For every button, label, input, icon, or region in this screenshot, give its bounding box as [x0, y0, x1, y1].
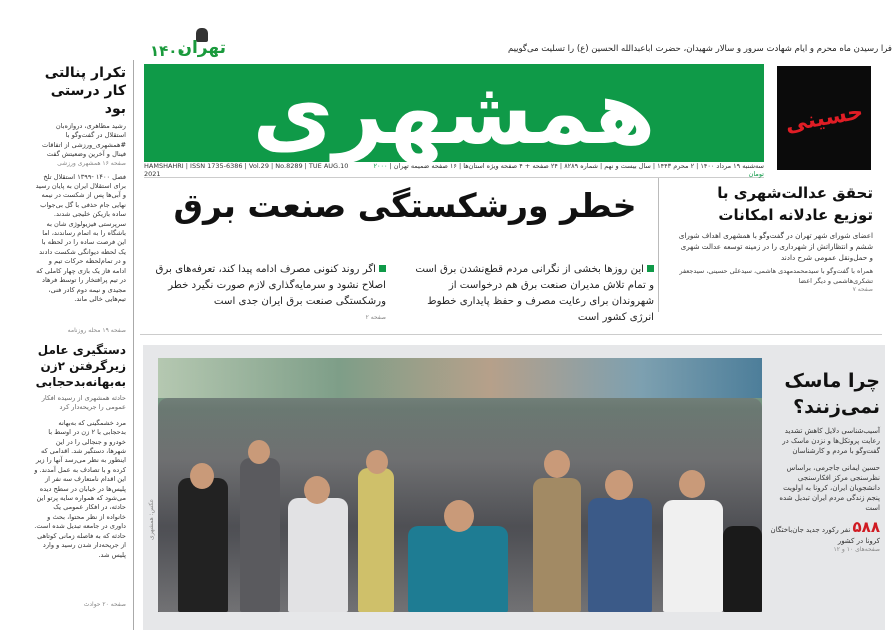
incident-story — [34, 342, 126, 608]
sub-story-left-page: صفحه ۲ — [365, 314, 386, 321]
justice-page-note: صفحه ۷ — [852, 286, 873, 293]
incident-lead: حادثه همشهری از رسیده افکار عمومی را جریحه‌دار کرد — [41, 394, 126, 412]
crowd-photo — [158, 358, 762, 612]
sub-story-right — [408, 262, 654, 326]
person-head — [444, 500, 474, 532]
sports-headline: تکرار پنالتی کار درستی بود — [44, 65, 126, 117]
justice-headline: تحقق عدالت‌شهری با توزیع عادلانه امکانات — [717, 184, 873, 224]
main-headline: خطر ورشکستگی صنعت برق — [173, 186, 637, 225]
photo-credit: عکس: همشهری — [148, 498, 155, 540]
incident-page-note: صفحه ۲۰ حوادث — [83, 600, 126, 608]
sports-lead: رشید مظاهری، دروازه‌بان استقلال در گفت‌وگو با #همشهری_ورزشی از اتفاقات فینال و آخرین وضعیتش گفت — [42, 122, 126, 159]
mask-headline: چرا ماسک نمی‌زنند؟ — [784, 370, 880, 418]
tehran-logo-year: ۱۴۰۰ — [150, 42, 187, 60]
issue-info-bar — [144, 163, 764, 178]
death-count-label: نفر رکورد جدید جان‌باختگان کرونا در کشور — [770, 525, 880, 545]
hosseini-logo — [777, 66, 871, 170]
incident-body: مرد خشمگینی که به‌بهانه بدحجابی با ۲ زن در اوسط با خودرو و جنجالی را در این شهرها، دستگیر شد. اقدامی که اینطور به نظر می‌رسد آنها را زیر کرده و با تصادف به عمل آمدند. و این اقدام نامتعارف سه نفر از پلیس‌ها در خیابان در سطح دیده می‌شود که همواره سایه پرتو این حادثه، در افکار عمومی یک خانواده از نظر محتوا، بحث و داوری در جامعه تبدیل شده است. حادثه که به فاصله زمانی کوتاهی از جریحه‌دار شدن رسید و وارد پلیس شد. — [34, 418, 126, 559]
person-head — [544, 450, 570, 478]
person — [663, 500, 723, 612]
price: ۲۰۰۰ تومان — [373, 162, 764, 178]
sports-page-note: صفحه ۱۶ همشهری ورزشی — [57, 159, 126, 167]
person-head — [605, 470, 633, 500]
issue-info-text: سه‌شنبه ۱۹ مرداد ۱۴۰۰ | ۲ محرم ۱۴۴۳ | سال بیست و نهم | شماره ۸۲۸۹ | ۲۴ صفحه + ۴ صفحه ویژه استان‌ها | ۱۶ صفحه ضمیمه تهران — [393, 162, 764, 170]
street-background — [158, 358, 762, 398]
mask-body: حسین ایمانی جاجرمی، براساس نظرسنجی مرکز افکارسنجی دانشجویان ایران، کرونا به اولویت پنجم زندگی مردم ایران تبدیل شده است — [779, 463, 880, 513]
sub-story-left — [150, 262, 386, 326]
person — [533, 478, 581, 612]
sports-body-note: صفحه ۱۹ محله روزنامه — [67, 326, 126, 334]
tehran-logo-word: تهران — [177, 38, 226, 58]
death-count: ۵۸۸ — [852, 517, 880, 536]
mask-deaths — [768, 518, 880, 546]
issue-info-persian: سه‌شنبه ۱۹ مرداد ۱۴۰۰ | ۲ محرم ۱۴۴۳ | سال بیست و نهم | شماره ۸۲۸۹ | ۲۴ صفحه + ۴ صفحه ویژه استان‌ها | ۱۶ صفحه ضمیمه تهران | ۲۰۰۰ تومان — [373, 162, 764, 178]
column-divider — [133, 60, 134, 630]
person — [358, 468, 394, 612]
person — [408, 526, 508, 612]
person — [288, 498, 348, 612]
masthead-title: همشهری — [252, 61, 656, 164]
person-head — [248, 440, 270, 464]
person — [588, 498, 652, 612]
person-head — [190, 463, 214, 489]
mask-lead: آسیب‌شناسی دلایل کاهش تشدید رعایت پروتکل‌ها و نزدن ماسک در گفت‌وگو با مردم و کارشناسان — [782, 427, 880, 456]
sports-story — [34, 64, 126, 334]
section-divider — [140, 334, 882, 335]
person — [178, 478, 228, 612]
bullet-square-icon — [647, 265, 654, 272]
bullet-square-icon — [379, 265, 386, 272]
sports-body: فصل ۱۴۰۰ -۱۳۹۹ استقلال تلخ برای استقلال ایران به پایان رسید و آبی‌ها پس از شکست در نیمه نهایی جام حذفی با گل بی‌جواب ساده بازیکن خلیجی شدند. سرپرستی فیزیولوژی شان به باشگاه را به اتمام رساندند، اما این فرصت ساده را در لحظه با یک لحظه دیوانگی شکست دادند و در تمام‌لحظه حرکات تیم و ادامه فاز یک بازی چهار کاملی که در تیم پرافتخار را توسط فرهاد مجیدی و نیمه دوم کادر فنی، تیم‌هایی خالی ماند. — [35, 172, 126, 303]
justice-lead: اعضای شورای شهر تهران در گفت‌وگو با همشهری اهداف شورای ششم و انتظاراتش از شهرداری را در زمینه توسعه عدالت شهری و حمل‌ونقل عمومی شرح دادند — [678, 231, 873, 262]
mask-page-note: صفحه‌های ۱۰ و ۱۲ — [833, 545, 880, 553]
incident-headline: دستگیری عامل زیرگرفتن ۲زن به‌بهانه‌بدحجابی — [35, 343, 126, 389]
headline-divider — [658, 178, 659, 312]
justice-bylines: همراه با گفت‌وگو با سیدمحمدمهدی هاشمی، سیدعلی حسینی، سیدجعفر تشکری‌هاشمی و دیگر اعضا — [679, 267, 873, 285]
hosseini-logo-text: حسینی — [783, 98, 865, 138]
person-head — [366, 450, 388, 474]
sub-story-left-text: اگر روند کنونی مصرف ادامه پیدا کند، تعرفه‌های برق اصلاح نشود و سرمایه‌گذاری لازم صورت نگیرد خطر ورشکستگی صنعت برق ایران جدی است — [155, 264, 386, 307]
tehran-1400-logo — [150, 28, 230, 64]
issue-info-latin: HAMSHAHRI | ISSN 1735-6386 | Vol.29 | No.8289 | TUE AUG.10 2021 — [144, 162, 349, 178]
masthead — [144, 61, 764, 164]
person — [723, 526, 762, 612]
top-announcement: فرا رسیدن ماه محرم و ایام شهادت سرور و سالار شهیدان، حضرت اباعبدالله الحسین (ع) را تسلیت می‌گوییم — [507, 44, 892, 54]
mask-story — [768, 368, 880, 553]
person — [240, 458, 280, 612]
sub-story-right-text: این روزها بخشی از نگرانی مردم قطع‌نشدن برق است و تمام تلاش مدیران صنعت برق هم درخواست از شهروندان برای رعایت مصرف و حفظ پایداری خطوط انرژی کشور است — [415, 264, 654, 323]
person-head — [679, 470, 705, 498]
justice-story — [678, 182, 873, 293]
person-head — [304, 476, 330, 504]
